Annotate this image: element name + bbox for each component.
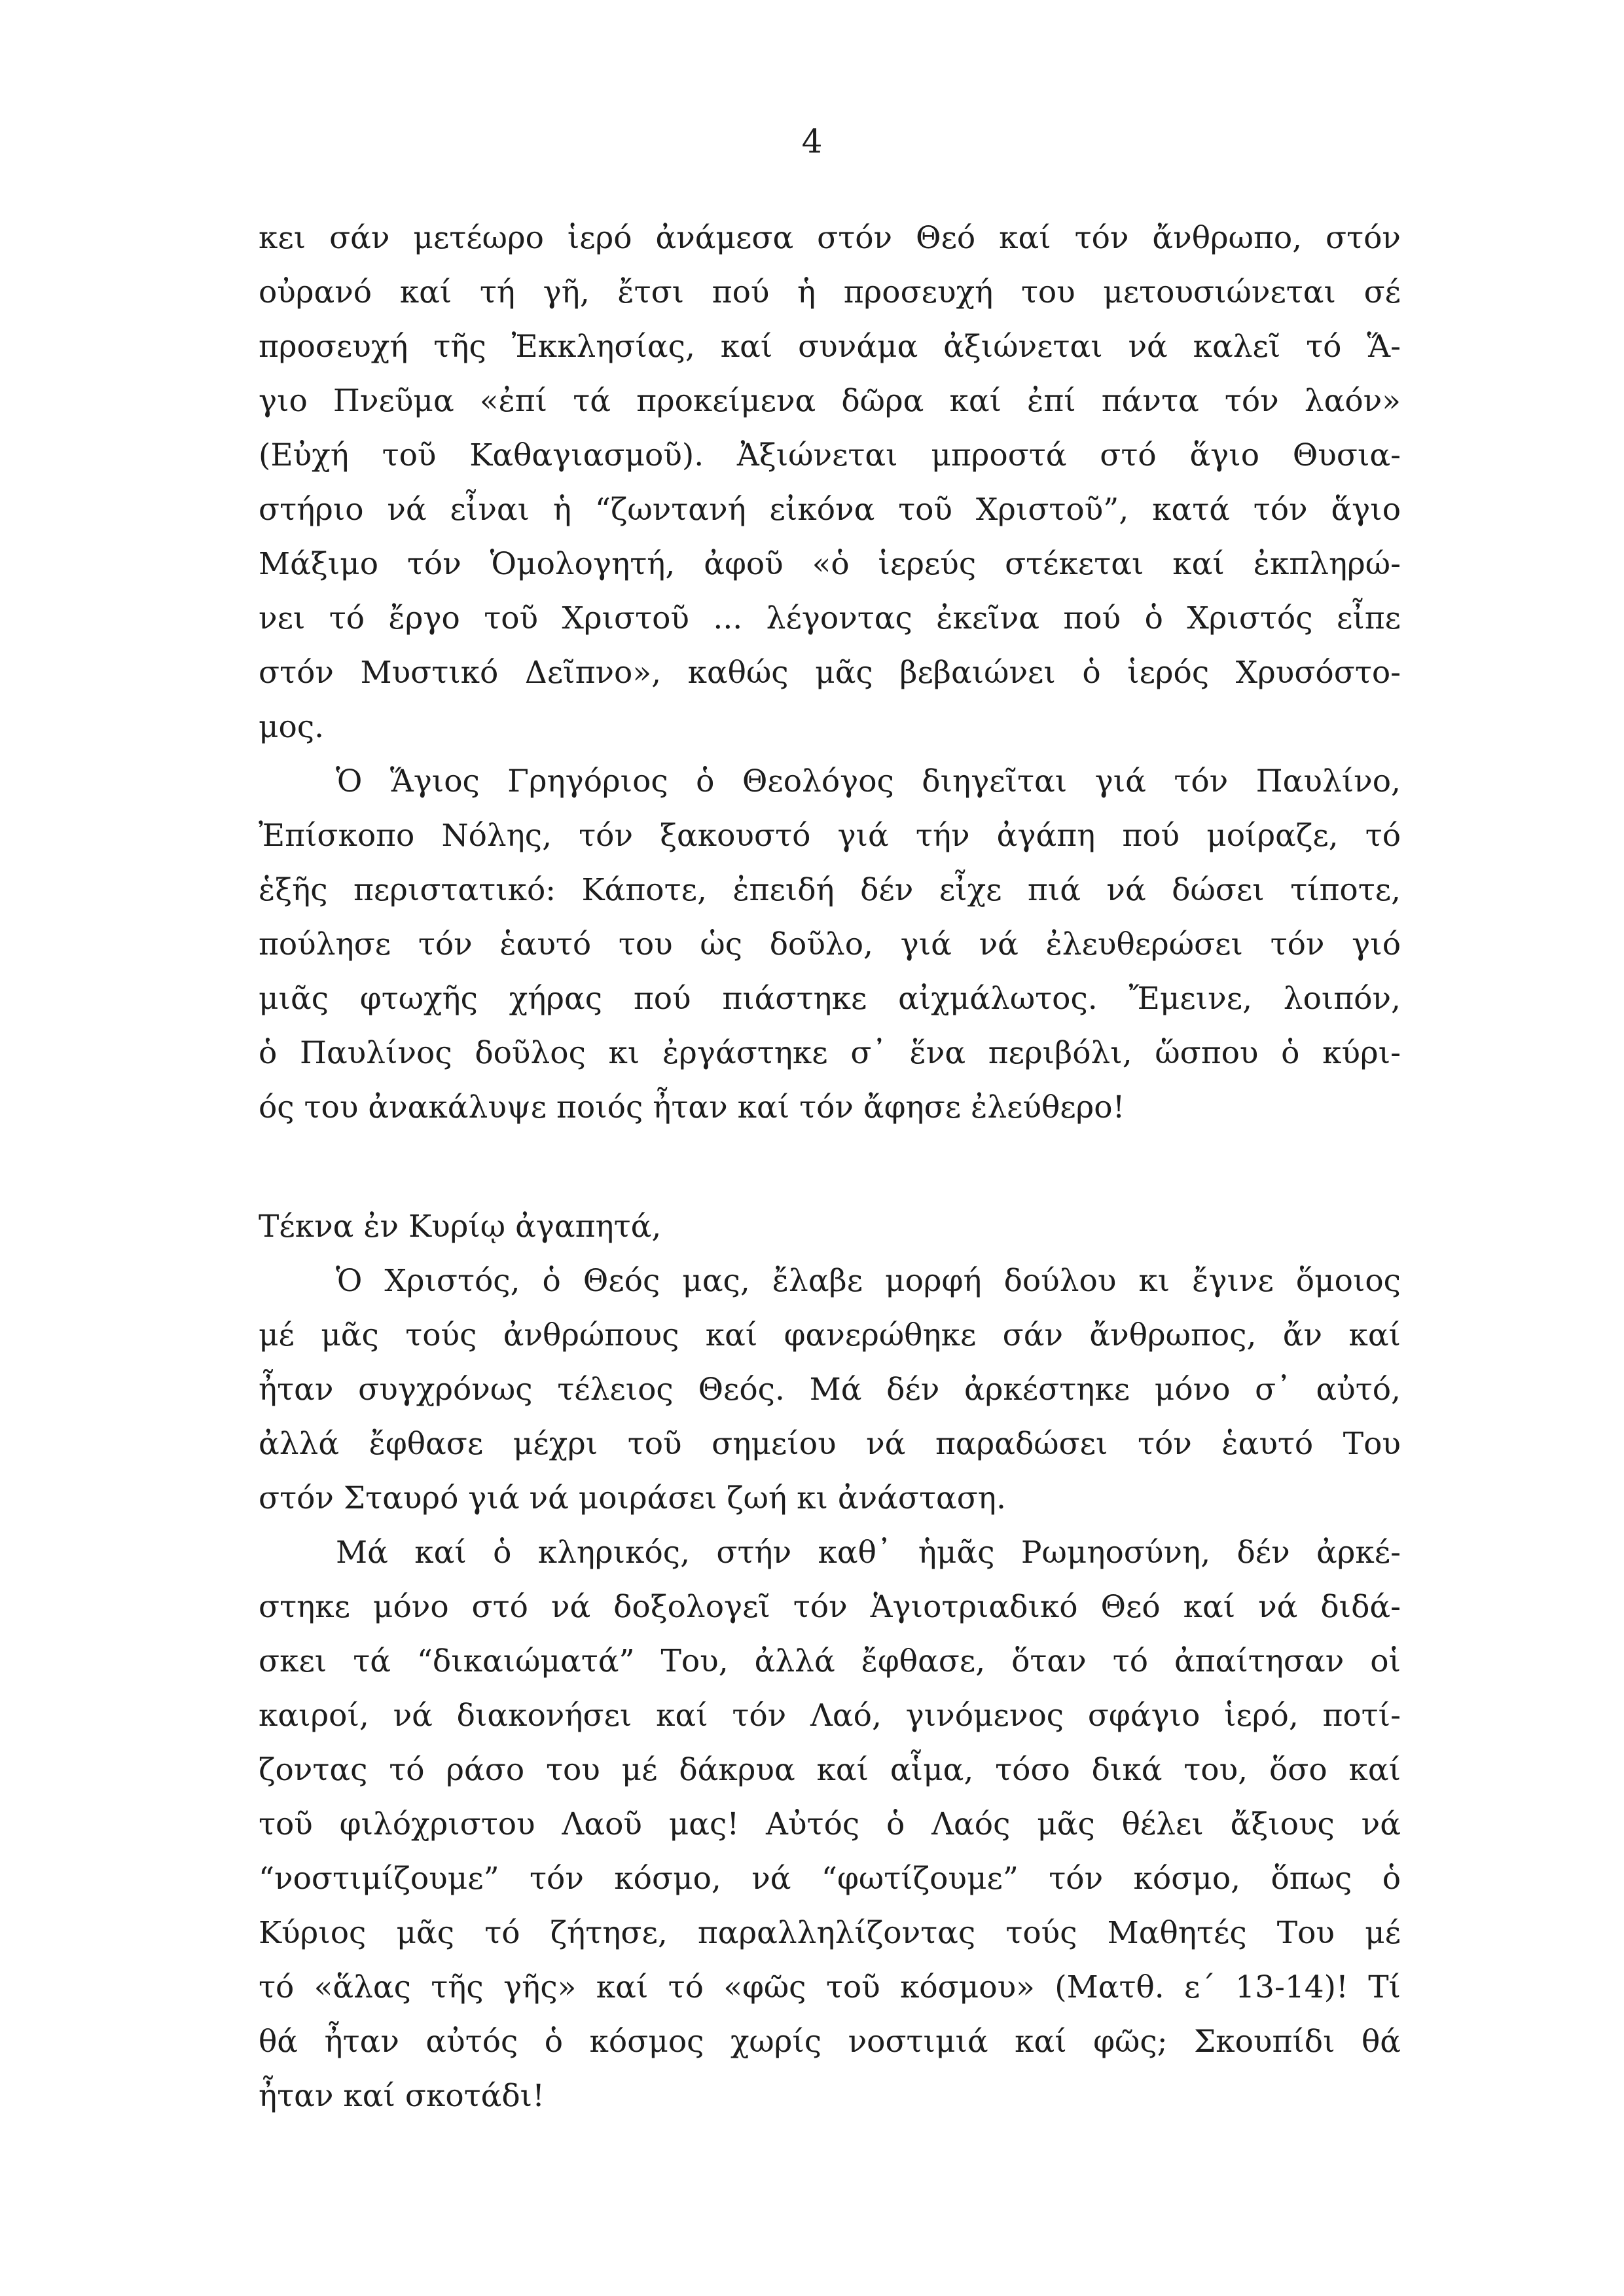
text-line: μος.	[259, 709, 325, 745]
text-line: στόν Σταυρό γιά νά μοιράσει ζωή κι ἀνάσταση.	[259, 1480, 1006, 1516]
paragraph-clergy	[259, 1525, 1401, 2123]
text-line: Ἐπίσκοπο Νόλης, τόν ξακουστό γιά τήν ἀγάπη πού μοίραζε, τό	[259, 818, 1401, 854]
text-line: ἦταν συγχρόνως τέλειος Θεός. Μά δέν ἀρκέστηκε μόνο σ᾽ αὐτό,	[259, 1372, 1401, 1408]
salutation	[259, 1199, 1401, 1254]
text-line: θά ἦταν αὐτός ὁ κόσμος χωρίς νοστιμιά καί φῶς; Σκουπίδι θά	[259, 2024, 1401, 2060]
text-line: ὁ Παυλίνος δοῦλος κι ἐργάστηκε σ᾽ ἕνα περιβόλι, ὥσπου ὁ κύρι-	[259, 1035, 1401, 1071]
text-line: Κύριος μᾶς τό ζήτησε, παραλληλίζοντας τούς Μαθητές Του μέ	[259, 1915, 1401, 1951]
salutation-line: Τέκνα ἐν Κυρίῳ ἀγαπητά,	[259, 1209, 662, 1245]
text-line: γιο Πνεῦμα «ἐπί τά προκείμενα δῶρα καί ἐπί πάντα τόν λαόν»	[259, 383, 1401, 419]
text-line: “νοστιμίζουμε” τόν κόσμο, νά “φωτίζουμε” τόν κόσμο, ὅπως ὁ	[259, 1861, 1401, 1897]
paragraph-christ	[259, 1254, 1401, 1525]
text-line: καιροί, νά διακονήσει καί τόν Λαό, γινόμενος σφάγιο ἱερό, ποτί-	[259, 1698, 1401, 1734]
text-line: (Εὐχή τοῦ Καθαγιασμοῦ). Ἀξιώνεται μπροστά στό ἅγιο Θυσια-	[259, 437, 1401, 473]
text-line: σκει τά “δικαιώματά” Του, ἀλλά ἔφθασε, ὅταν τό ἀπαίτησαν οἱ	[259, 1643, 1401, 1679]
text-line: νει τό ἔργο τοῦ Χριστοῦ ... λέγοντας ἐκεῖνα πού ὁ Χριστός εἶπε	[259, 600, 1401, 636]
text-line: τοῦ φιλόχριστου Λαοῦ μας! Αὐτός ὁ Λαός μᾶς θέλει ἄξιους νά	[259, 1806, 1401, 1842]
page-body	[259, 211, 1401, 2123]
text-line: πούλησε τόν ἑαυτό του ὡς δοῦλο, γιά νά ἐλευθερώσει τόν γιό	[259, 926, 1401, 962]
text-line: προσευχή τῆς Ἐκκλησίας, καί συνάμα ἀξιώνεται νά καλεῖ τό Ἅ-	[259, 329, 1401, 365]
paragraph-paulinus	[259, 754, 1401, 1135]
text-line: ός του ἀνακάλυψε ποιός ἦταν καί τόν ἄφησε ἐλεύθερο!	[259, 1089, 1125, 1125]
text-line: Μάξιμο τόν Ὁμολογητή, ἀφοῦ «ὁ ἱερεύς στέκεται καί ἐκπληρώ-	[259, 546, 1401, 582]
paragraph-continuation	[259, 211, 1401, 754]
page-number: 4	[801, 122, 823, 160]
text-line: οὐρανό καί τή γῆ, ἔτσι πού ἡ προσευχή του μετουσιώνεται σέ	[259, 274, 1401, 310]
text-line: στήριο νά εἶναι ἡ “ζωντανή εἰκόνα τοῦ Χριστοῦ”, κατά τόν ἅγιο	[259, 492, 1401, 528]
text-line: Ὁ Χριστός, ὁ Θεός μας, ἔλαβε μορφή δούλου κι ἔγινε ὅμοιος	[336, 1263, 1401, 1299]
text-line: μιᾶς φτωχῆς χήρας πού πιάστηκε αἰχμάλωτος. Ἔμεινε, λοιπόν,	[259, 981, 1401, 1017]
text-line: ζοντας τό ράσο του μέ δάκρυα καί αἷμα, τόσο δικά του, ὅσο καί	[259, 1752, 1401, 1788]
text-line: Μά καί ὁ κληρικός, στήν καθ᾽ ἡμᾶς Ρωμηοσύνη, δέν ἀρκέ-	[336, 1535, 1401, 1571]
text-line: Ὁ Ἅγιος Γρηγόριος ὁ Θεολόγος διηγεῖται γιά τόν Παυλίνο,	[336, 763, 1401, 799]
text-line: στηκε μόνο στό νά δοξολογεῖ τόν Ἁγιοτριαδικό Θεό καί νά διδά-	[259, 1589, 1401, 1625]
text-line: ἦταν καί σκοτάδι!	[259, 2078, 545, 2114]
text-line: κει σάν μετέωρο ἱερό ἀνάμεσα στόν Θεό καί τόν ἄνθρωπο, στόν	[259, 220, 1401, 256]
text-line: στόν Μυστικό Δεῖπνο», καθώς μᾶς βεβαιώνει ὁ ἱερός Χρυσόστο-	[259, 655, 1401, 691]
text-line: μέ μᾶς τούς ἀνθρώπους καί φανερώθηκε σάν ἄνθρωπος, ἄν καί	[259, 1317, 1401, 1353]
text-line: τό «ἅλας τῆς γῆς» καί τό «φῶς τοῦ κόσμου» (Ματθ. ε΄ 13-14)! Τί	[259, 1969, 1401, 2005]
text-line: ἀλλά ἔφθασε μέχρι τοῦ σημείου νά παραδώσει τόν ἑαυτό Του	[259, 1426, 1401, 1462]
text-line: ἑξῆς περιστατικό: Κάποτε, ἐπειδή δέν εἶχε πιά νά δώσει τίποτε,	[259, 872, 1401, 908]
